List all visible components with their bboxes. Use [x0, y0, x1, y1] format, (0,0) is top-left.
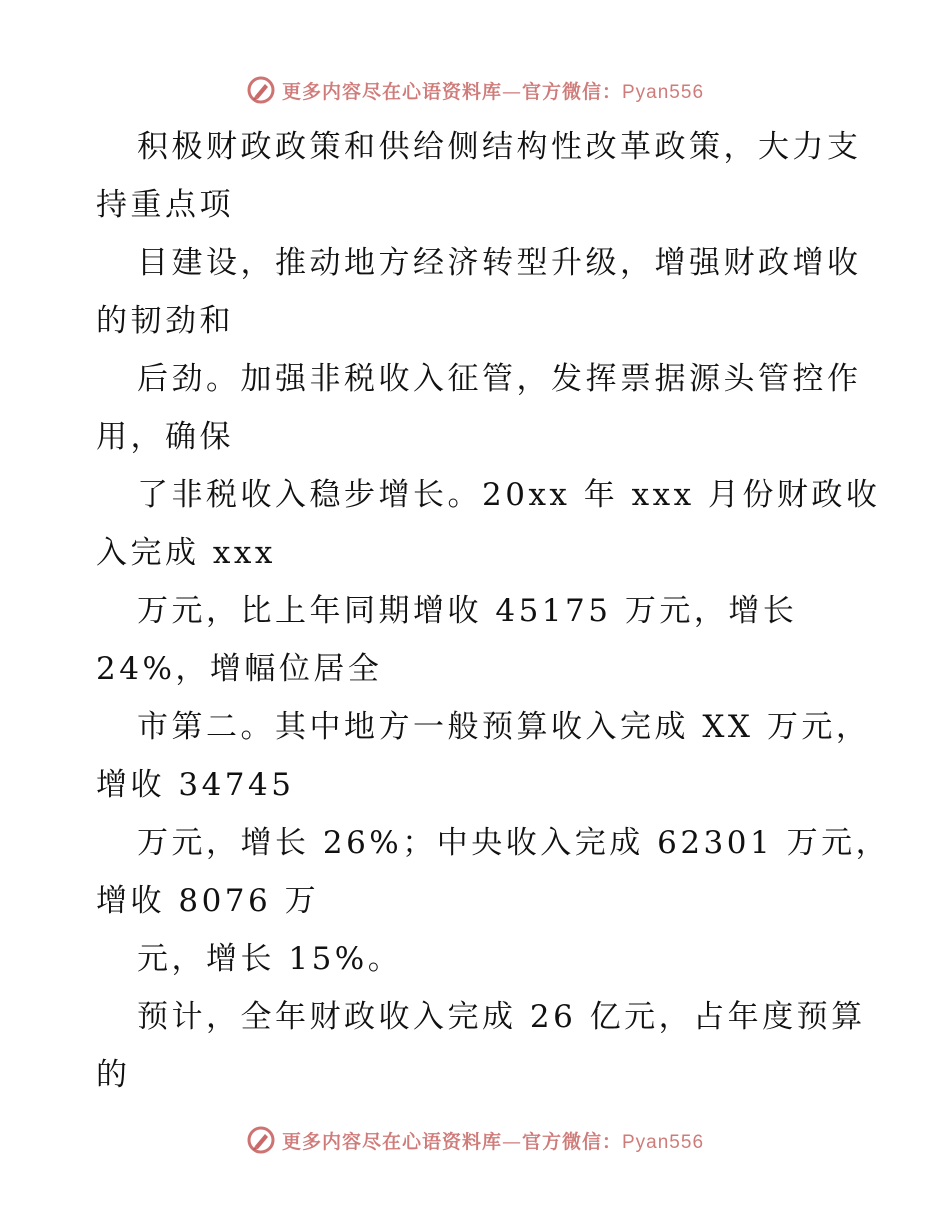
- header-banner-dash: —: [501, 80, 522, 103]
- header-wechat-id: Pyan556: [622, 81, 705, 103]
- header-banner: [0, 70, 950, 110]
- footer-banner-dash: —: [501, 1130, 522, 1153]
- footer-wechat-label: 官方微信：: [521, 1130, 622, 1153]
- text-line: 入完成 xxx: [96, 535, 276, 571]
- text-line: 24%，增幅位居全: [96, 651, 383, 687]
- text-line: 了非税收入稳步增长。20xx 年 xxx 月份财政收: [137, 477, 881, 513]
- footer-banner: [0, 1120, 950, 1160]
- text-line: 用，确保: [96, 419, 234, 455]
- text-line: 元，增长 15%。: [137, 941, 403, 977]
- text-line: 万元，增长 26%；中央收入完成 62301 万元，: [137, 825, 891, 861]
- document-body: [96, 118, 891, 1104]
- footer-wechat-id: Pyan556: [622, 1131, 705, 1153]
- text-line: 的韧劲和: [96, 303, 234, 339]
- text-line: 增收 8076 万: [96, 883, 320, 919]
- text-line: 的: [96, 1057, 131, 1093]
- text-line: 积极财政政策和供给侧结构性改革政策，大力支: [137, 129, 862, 165]
- text-line: 持重点项: [96, 187, 234, 223]
- text-line: 万元，比上年同期增收 45175 万元，增长: [137, 593, 798, 629]
- text-line: 预计，全年财政收入完成 26 亿元，占年度预算: [137, 999, 866, 1035]
- pen-logo-icon: [246, 75, 276, 105]
- text-line: 市第二。其中地方一般预算收入完成 XX 万元，: [137, 709, 871, 745]
- header-banner-title: 更多内容尽在心语资料库: [281, 80, 502, 103]
- text-line: 增收 34745: [96, 767, 295, 803]
- pen-logo-icon: [246, 1125, 276, 1155]
- text-line: 后劲。加强非税收入征管，发挥票据源头管控作: [137, 361, 862, 397]
- header-wechat-label: 官方微信：: [521, 80, 622, 103]
- text-line: 目建设，推动地方经济转型升级，增强财政增收: [137, 245, 862, 281]
- footer-banner-title: 更多内容尽在心语资料库: [281, 1130, 502, 1153]
